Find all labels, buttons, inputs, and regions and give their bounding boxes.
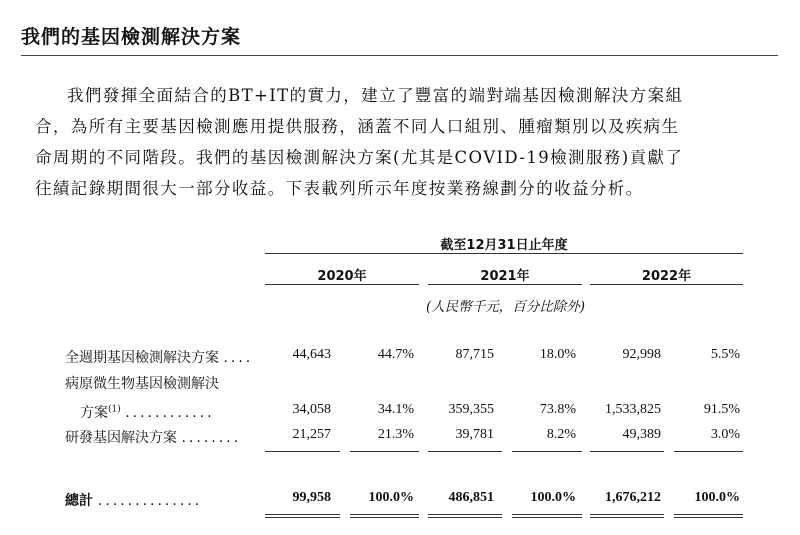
- subtotal-rule: [350, 451, 419, 452]
- year-rule-2020: [265, 284, 419, 285]
- total-value: 100.0%: [694, 490, 740, 505]
- paragraph-line: 往績記錄期間很大一部分收益。下表載列所示年度按業務線劃分的收益分析。: [35, 179, 644, 198]
- cell-value: 18.0%: [539, 347, 576, 362]
- cell-value: 21.3%: [377, 427, 414, 442]
- section-title: 我們的基因檢測解決方案: [21, 26, 242, 48]
- total-value: 100.0%: [530, 490, 576, 505]
- cell-value: 359,355: [448, 402, 494, 417]
- subtotal-rule: [265, 451, 340, 452]
- total-double-rule: [428, 517, 502, 518]
- unit-note: (人民幣千元，百分比除外): [426, 299, 586, 315]
- period-rule: [265, 253, 743, 254]
- year-header-2021: 2021年: [480, 269, 530, 284]
- cell-value: 3.0%: [710, 427, 740, 442]
- cell-value: 39,781: [455, 427, 494, 442]
- intro-paragraph: [35, 80, 747, 204]
- total-double-rule: [590, 517, 664, 518]
- cell-value: 73.8%: [539, 402, 576, 417]
- cell-value: 34,058: [292, 402, 331, 417]
- total-double-rule: [512, 514, 582, 515]
- row-label-rnd: 研發基因解決方案 ........: [65, 430, 242, 446]
- cell-value: 44.7%: [377, 347, 414, 362]
- total-double-rule: [350, 514, 419, 515]
- total-double-rule: [265, 517, 340, 518]
- cell-value: 21,257: [292, 427, 331, 442]
- subtotal-rule: [428, 451, 502, 452]
- heading-divider: [21, 55, 778, 56]
- total-value: 99,958: [292, 490, 331, 505]
- year-rule-2021: [428, 284, 582, 285]
- row-label-full-cycle: 全週期基因檢測解決方案 ....: [65, 350, 254, 366]
- paragraph-line: 合，為所有主要基因檢測應用提供服務，涵蓋不同人口組別、腫瘤類別以及疾病生: [35, 117, 680, 136]
- year-rule-2022: [590, 284, 743, 285]
- total-value: 1,676,212: [605, 490, 661, 505]
- total-double-rule: [428, 514, 502, 515]
- total-value: 100.0%: [368, 490, 414, 505]
- total-double-rule: [590, 514, 664, 515]
- paragraph-line: 我們發揮全面結合的BT+IT的實力，建立了豐富的端對端基因檢測解決方案組: [67, 86, 684, 105]
- row-label-pathogen-line2: 方案$^{(1)}$ ............: [80, 404, 215, 421]
- cell-value: 91.5%: [703, 402, 740, 417]
- paragraph-line: 命周期的不同階段。我們的基因檢測解決方案(尤其是COVID-19檢測服務)貢獻了: [35, 148, 684, 167]
- cell-value: 5.5%: [710, 347, 740, 362]
- total-double-rule: [350, 517, 419, 518]
- total-double-rule: [674, 517, 743, 518]
- year-header-2022: 2022年: [641, 269, 692, 284]
- total-label: 總計 ..............: [65, 493, 203, 509]
- row-label-pathogen-line1: 病原微生物基因檢測解決: [65, 376, 219, 392]
- cell-value: 1,533,825: [605, 402, 661, 417]
- subtotal-rule: [512, 451, 582, 452]
- cell-value: 8.2%: [546, 427, 576, 442]
- total-double-rule: [674, 514, 743, 515]
- subtotal-rule: [590, 451, 664, 452]
- total-double-rule: [265, 514, 340, 515]
- total-value: 486,851: [448, 490, 494, 505]
- cell-value: 87,715: [455, 347, 494, 362]
- period-header: 截至12月31日止年度: [440, 238, 568, 253]
- cell-value: 49,389: [622, 427, 661, 442]
- cell-value: 44,643: [292, 347, 331, 362]
- year-header-2020: 2020年: [317, 269, 367, 284]
- cell-value: 92,998: [622, 347, 661, 362]
- subtotal-rule: [674, 451, 743, 452]
- total-double-rule: [512, 517, 582, 518]
- cell-value: 34.1%: [377, 402, 414, 417]
